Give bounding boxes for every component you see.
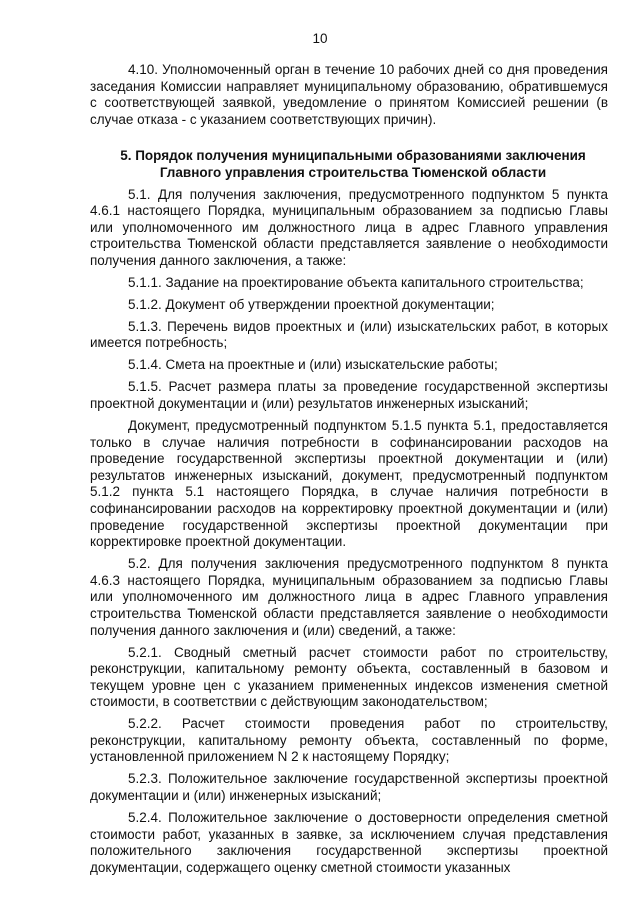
paragraph: 5.1. Для получения заключения, предусмотренного подпунктом 5 пункта 4.6.1 настоящего Порядка, муниципальным образованием за подписью Главы или уполномоченного им должностного лица в адрес Главного управления строительства Тюменской области представляется заявление о необходимости получения данного заключения, а также: <box>90 186 608 268</box>
document-body <box>90 62 608 882</box>
paragraph: 5.1.1. Задание на проектирование объекта капитального строительства; <box>128 274 584 290</box>
page-number: 10 <box>312 31 328 46</box>
paragraph: 5.1.4. Смета на проектные и (или) изыскательские работы; <box>128 357 498 373</box>
paragraph: 5.2.4. Положительное заключение о достоверности определения сметной стоимости работ, указанных в заявке, за исключением случая представления положительного заключения государственной экспертизы проектной документации, содержащего оценку сметной стоимости указанных <box>90 810 608 875</box>
paragraph: 5.1.2. Документ об утверждении проектной документации; <box>128 296 495 312</box>
paragraph: 5.2.2. Расчет стоимости проведения работ по строительству, реконструкции, капитальному ремонту объекта, составленный по форме, установленной приложением N 2 к настоящему Порядку; <box>90 716 608 765</box>
paragraph: 5.1.5. Расчет размера платы за проведение государственной экспертизы проектной документации и (или) результатов инженерных изысканий; <box>90 379 608 412</box>
paragraph: 5.2.1. Сводный сметный расчет стоимости работ по строительству, реконструкции, капитальному ремонту объекта, составленный в базовом и текущем уровне цен с указанием примененных индексов изменения сметной стоимости, в соответствии с действующим законодательством; <box>90 644 608 710</box>
paragraph: 4.10. Уполномоченный орган в течение 10 рабочих дней со дня проведения заседания Комиссии направляет муниципальному образованию, обратившемуся с соответствующей заявкой, уведомление о принятом Комиссией решении (в случае отказа - с указанием соответствующих причин). <box>90 62 608 127</box>
paragraph: Документ, предусмотренный подпунктом 5.1.5 пункта 5.1, предоставляется только в случае наличия потребности в софинансировании расходов на проведение государственной экспертизы проектной документации и (или) результатов инженерных изысканий, документ, предусмотренный подпунктом 5.1.2 пункта 5.1 настоящего Порядка, в случае наличия потребности в софинансировании расходов на корректировку проектной документации и (или) проведение государственной экспертизы проектной документации при корректировке проектной документации. <box>90 418 608 550</box>
paragraph: 5.1.3. Перечень видов проектных и (или) изыскательских работ, в которых имеется потребность; <box>90 318 608 351</box>
paragraph: 5.2.3. Положительное заключение государственной экспертизы проектной документации и (или) инженерных изысканий; <box>90 771 608 804</box>
section-heading: 5. Порядок получения муниципальными образованиями заключения Главного управления строительства Тюменской области <box>120 148 586 180</box>
paragraph: 5.2. Для получения заключения предусмотренного подпунктом 8 пункта 4.6.3 настоящего Порядка, муниципальным образованием за подписью Главы или уполномоченного им должностного лица в адрес Главного управления строительства Тюменской области представляется заявление о необходимости получения данного заключения и (или) сведений, а также: <box>90 556 608 638</box>
